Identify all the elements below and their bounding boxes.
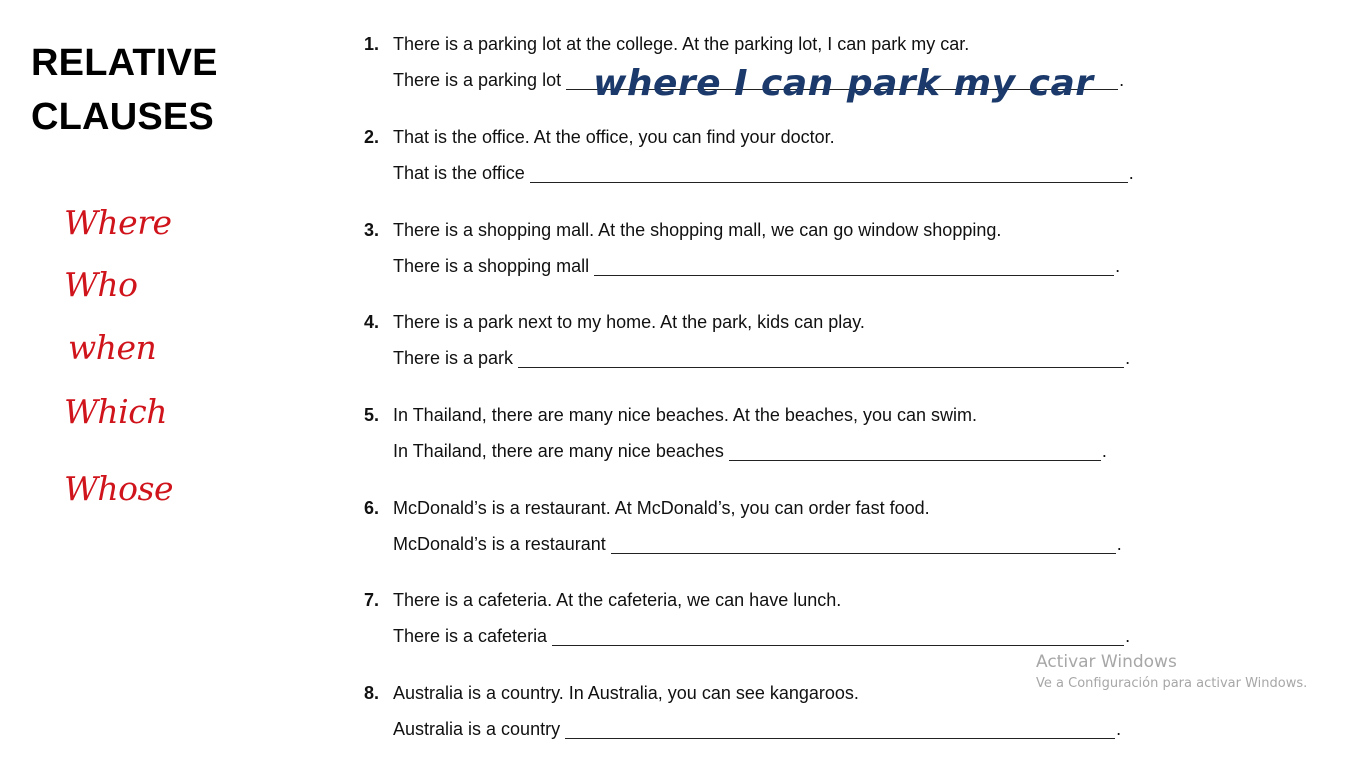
answer-period: . bbox=[1119, 70, 1125, 90]
exercise-number: 6. bbox=[364, 498, 380, 518]
exercise-prompt: There is a parking lot at the college. At the parking lot, I can park my car. bbox=[393, 34, 970, 54]
answer-period: . bbox=[1125, 348, 1131, 368]
exercise-prompt: There is a park next to my home. At the park, kids can play. bbox=[393, 312, 865, 332]
answer-lead: There is a shopping mall bbox=[393, 256, 590, 276]
handwritten-word-where: Where bbox=[64, 203, 172, 242]
exercise-prompt: That is the office. At the office, you can find your doctor. bbox=[393, 127, 835, 147]
exercise-number: 3. bbox=[364, 220, 380, 240]
answer-line bbox=[393, 162, 1134, 184]
exercise-number: 1. bbox=[364, 34, 380, 54]
exercise-number: 7. bbox=[364, 590, 380, 610]
answer-lead: There is a cafeteria bbox=[393, 626, 548, 646]
answer-blank[interactable] bbox=[594, 256, 1114, 276]
exercise-prompt: There is a cafeteria. At the cafeteria, we can have lunch. bbox=[393, 590, 842, 610]
answer-line bbox=[393, 440, 1107, 462]
exercise-prompt: McDonald’s is a restaurant. At McDonald’s, you can order fast food. bbox=[393, 498, 930, 518]
handwritten-word-who: Who bbox=[64, 265, 138, 304]
exercise-number: 8. bbox=[364, 683, 380, 703]
handwritten-word-which: Which bbox=[64, 392, 167, 431]
answer-line bbox=[393, 63, 1125, 104]
windows-activation-watermark bbox=[1036, 652, 1307, 694]
answer-period: . bbox=[1116, 534, 1122, 554]
answer-line bbox=[393, 533, 1122, 555]
answer-period: . bbox=[1128, 163, 1134, 183]
title-line-2: CLAUSES bbox=[31, 96, 214, 138]
answer-period: . bbox=[1101, 441, 1107, 461]
answer-blank[interactable] bbox=[518, 348, 1124, 368]
answer-lead: In Thailand, there are many nice beaches bbox=[393, 441, 724, 461]
answer-line bbox=[393, 718, 1121, 740]
answer-lead: There is a parking lot bbox=[393, 70, 562, 90]
watermark-subtitle: Ve a Configuración para activar Windows. bbox=[1036, 676, 1308, 691]
answer-lead: That is the office bbox=[393, 163, 525, 183]
worksheet-title bbox=[31, 36, 218, 144]
answer-line bbox=[393, 347, 1130, 369]
answer-blank[interactable] bbox=[530, 163, 1128, 183]
exercise-number: 4. bbox=[364, 312, 380, 332]
exercise-prompt: There is a shopping mall. At the shopping mall, we can go window shopping. bbox=[393, 220, 1002, 240]
answer-period: . bbox=[1116, 719, 1122, 739]
answer-lead: Australia is a country bbox=[393, 719, 561, 739]
exercise-number: 5. bbox=[364, 405, 380, 425]
answer-blank[interactable] bbox=[552, 626, 1124, 646]
exercise-number: 2. bbox=[364, 127, 380, 147]
handwritten-answer: where I can park my car bbox=[593, 63, 1094, 104]
answer-line bbox=[393, 255, 1120, 277]
answer-lead: McDonald’s is a restaurant bbox=[393, 534, 606, 554]
exercise-prompt: In Thailand, there are many nice beaches. At the beaches, you can swim. bbox=[393, 405, 978, 425]
handwritten-word-whose: Whose bbox=[64, 469, 174, 508]
answer-period: . bbox=[1115, 256, 1121, 276]
title-line-1: RELATIVE bbox=[31, 42, 218, 84]
answer-blank[interactable] bbox=[565, 719, 1115, 739]
answer-blank[interactable] bbox=[566, 63, 1118, 104]
answer-lead: There is a park bbox=[393, 348, 514, 368]
answer-line bbox=[393, 625, 1130, 647]
watermark-title: Activar Windows bbox=[1036, 652, 1177, 672]
exercise-prompt: Australia is a country. In Australia, you can see kangaroos. bbox=[393, 683, 859, 703]
handwritten-word-when: when bbox=[68, 328, 157, 367]
answer-period: . bbox=[1125, 626, 1131, 646]
answer-blank[interactable] bbox=[729, 441, 1101, 461]
answer-blank[interactable] bbox=[611, 534, 1116, 554]
